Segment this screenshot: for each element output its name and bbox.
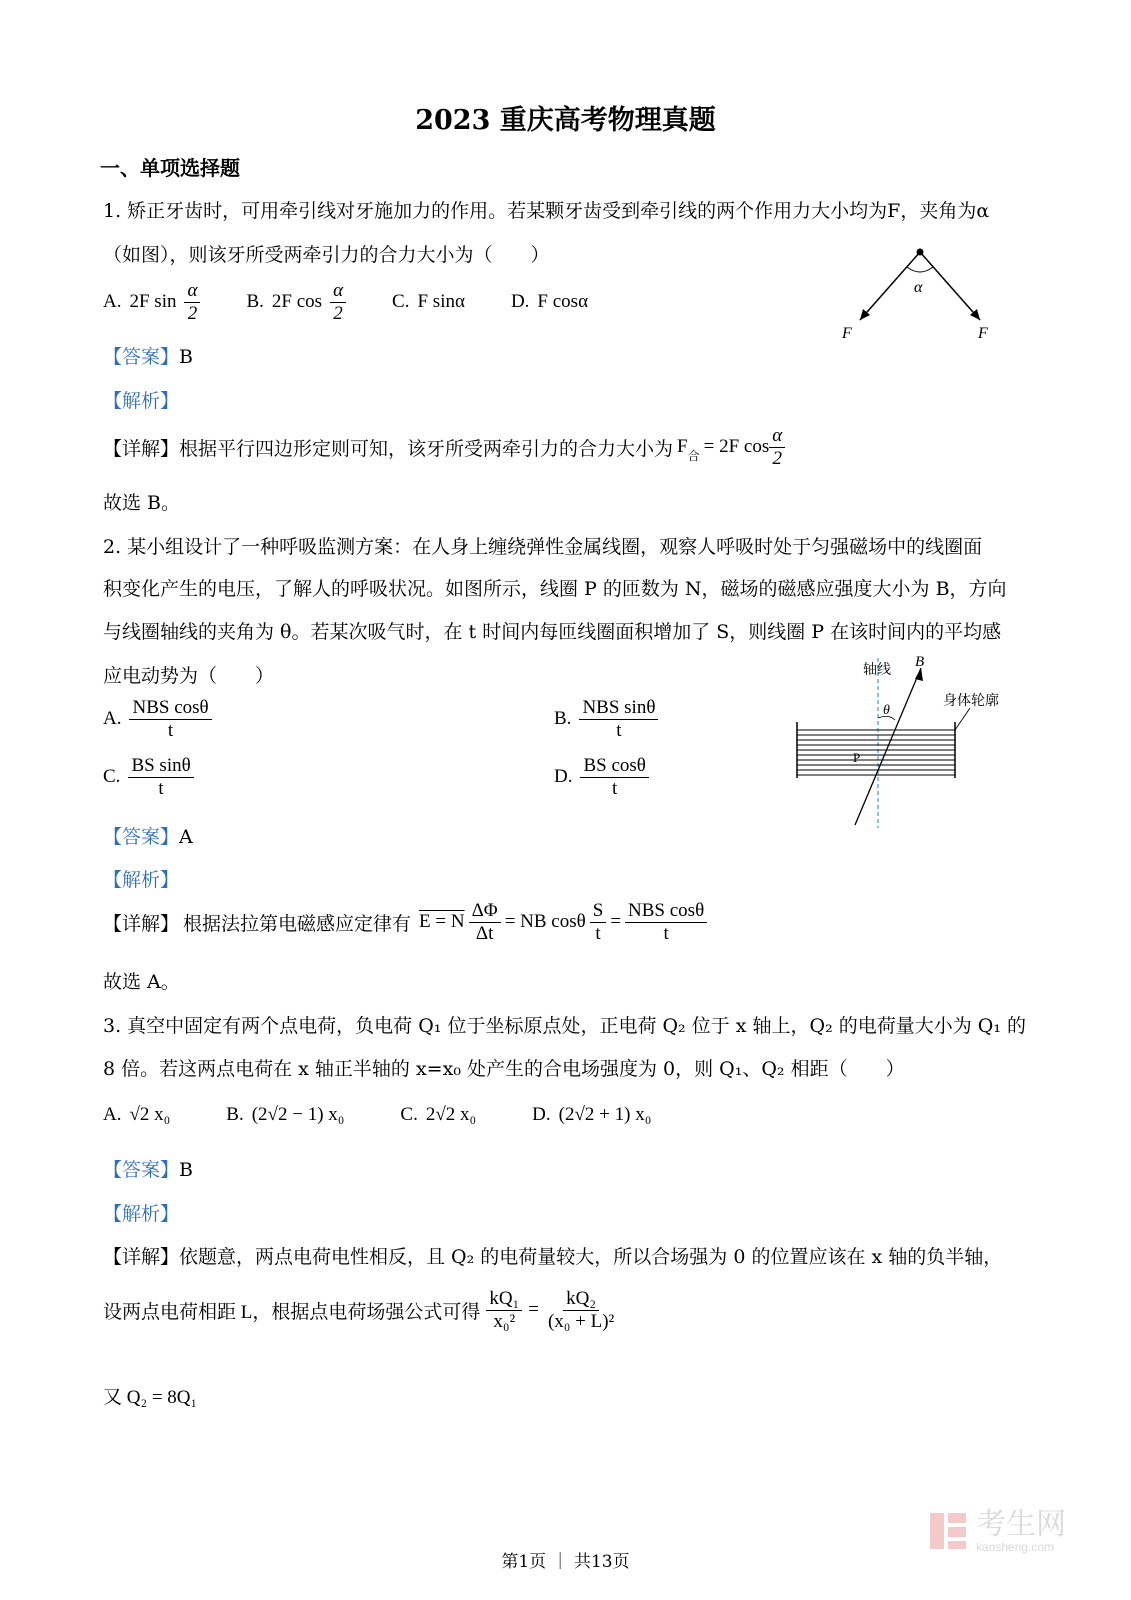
- q1-option-c: F sinα: [417, 291, 465, 313]
- q1-option-b-fraction: [330, 280, 346, 325]
- q3-equation-line: [103, 1288, 617, 1333]
- q3-option-c: 2√2 x₀: [425, 1104, 477, 1125]
- q3-stem-line2: 8 倍。若这两点电荷在 x 轴正半轴的 x=x₀ 处产生的合电场强度为 0，则 Q₁、Q₂ 相距（ ）: [103, 1058, 905, 1080]
- frac-num: α: [769, 425, 785, 448]
- emf-middle: = NB cosθ: [504, 911, 586, 933]
- frac-num: BS cosθ: [580, 755, 648, 778]
- frac-num: α: [184, 280, 200, 303]
- q1-option-b-label: B.: [246, 291, 264, 313]
- q1-force-diagram: [830, 240, 1010, 350]
- q2-stem-line3: 与线圈轴线的夹角为 θ。若某次吸气时，在 t 时间内每匝线圈面积增加了 S，则线圈 P 在该时间内的平均感: [103, 621, 1002, 643]
- q3-charge-relation: 又 Q₂ = 8Q₁: [103, 1387, 198, 1408]
- q1-detail: [103, 425, 785, 470]
- q3-option-d: (2√2 + 1) x₀: [558, 1104, 652, 1125]
- q3-stem-line1: 3. 真空中固定有两个点电荷，负电荷 Q₁ 位于坐标原点处，正电荷 Q₂ 位于 x 轴上，Q₂ 的电荷量大小为 Q₁ 的: [103, 1015, 1027, 1037]
- option-fraction: [580, 755, 648, 800]
- frac-num: NBS cosθ: [625, 900, 707, 923]
- coil-p-label: P: [853, 750, 861, 765]
- q1-option-a-label: A.: [103, 291, 122, 313]
- q3-option-a-label: A.: [103, 1104, 122, 1125]
- q3-option-b: (2√2 − 1) x₀: [251, 1104, 345, 1125]
- q3-option-c-label: C.: [400, 1104, 418, 1125]
- answer-tag: 【答案】: [103, 346, 180, 368]
- force-label-right: F: [978, 325, 988, 342]
- frac-num: NBS cosθ: [129, 697, 211, 720]
- detail-text: 根据法拉第电磁感应定律有: [183, 913, 412, 935]
- q3-option-d-label: D.: [532, 1104, 551, 1125]
- q1-option-d-label: D.: [510, 291, 530, 313]
- equation-intro: 设两点电荷相距 L，根据点电荷场强公式可得: [103, 1301, 481, 1323]
- q2-option-d: [554, 755, 649, 800]
- frac-den: Δt: [475, 922, 494, 944]
- frac-num: α: [330, 280, 346, 303]
- answer-tag: 【答案】: [103, 1159, 180, 1181]
- q2-coil-diagram: [785, 650, 1020, 835]
- frac-den: 2: [187, 302, 198, 324]
- q1-option-b: 2F cos: [271, 291, 323, 313]
- option-label: A.: [103, 708, 122, 730]
- flux-fraction: [469, 900, 501, 945]
- frac-num: kQ₁: [486, 1288, 522, 1311]
- equals-sign: =: [610, 911, 622, 933]
- q1-stem-line2: （如图），则该牙所受两牵引力的合力大小为（ ）: [103, 244, 550, 266]
- detail-tag: 【详解】: [103, 437, 180, 460]
- detail-fraction: [769, 425, 785, 470]
- emf-equation: E = N: [419, 911, 465, 933]
- watermark-url: kaosheng.com: [976, 1540, 1055, 1554]
- detail-text: 根据平行四边形定则可知，该牙所受两牵引力的合力大小为: [179, 437, 674, 460]
- frac-den: t: [612, 777, 618, 799]
- frac-den: t: [663, 922, 669, 944]
- q1-conclusion: 故选 B。: [103, 492, 181, 514]
- force-label-left: F: [842, 325, 852, 342]
- frac-den: (x₀ + L)²: [547, 1310, 615, 1332]
- q1-analysis-tag: 【解析】: [103, 390, 180, 412]
- body-outline-label: 身体轮廓: [943, 693, 999, 709]
- q1-answer: [103, 342, 193, 369]
- equals-sign: =: [528, 1299, 539, 1321]
- detail-equation: = 2F cos: [703, 436, 770, 458]
- frac-den: t: [158, 777, 164, 799]
- page-title: 2023 重庆高考物理真题: [415, 105, 716, 136]
- answer-tag: 【答案】: [103, 826, 180, 848]
- watermark-title: 考生网: [976, 1508, 1066, 1541]
- frac-num: BS sinθ: [128, 755, 193, 778]
- q3-analysis-tag: 【解析】: [103, 1203, 180, 1225]
- answer-value: B: [179, 1159, 193, 1181]
- q1-option-d: F cosα: [537, 291, 589, 313]
- q2-option-c: [103, 755, 194, 800]
- detail-subscript: 合: [687, 448, 700, 463]
- coil-windings: [797, 730, 955, 775]
- q3-answer: [103, 1155, 193, 1182]
- q3-option-b-label: B.: [226, 1104, 244, 1125]
- theta-label: θ: [883, 703, 890, 718]
- q3-option-a: √2 x₀: [129, 1104, 171, 1125]
- q1-stem-line1: 1. 矫正牙齿时，可用牵引线对牙施加力的作用。若某颗牙齿受到牵引线的两个作用力大小均为F，夹角为α: [103, 200, 990, 222]
- frac-den: x₀²: [493, 1310, 516, 1332]
- detail-text: 依题意，两点电荷电性相反，且 Q₂ 的电荷量较大，所以合场强为 0 的位置应该在 x 轴的负半轴，: [179, 1246, 1003, 1268]
- option-label: C.: [103, 766, 121, 788]
- q3-options: [103, 1104, 651, 1126]
- detail-formula: F: [677, 436, 688, 458]
- field-q1-fraction: [486, 1288, 522, 1333]
- field-b-label: B: [915, 654, 925, 670]
- q2-stem-line1: 2. 某小组设计了一种呼吸监测方案：在人身上缠绕弹性金属线圈，观察人呼吸时处于匀强磁场中的线圈面: [103, 536, 983, 558]
- q1-option-c-label: C.: [392, 291, 410, 313]
- detail-tag: 【详解】: [103, 1246, 180, 1268]
- q2-stem-line2: 积变化产生的电压，了解人的呼吸状况。如图所示，线圈 P 的匝数为 N，磁场的磁感应强度大小为 B，方向: [103, 578, 1007, 600]
- option-label: B.: [554, 708, 572, 730]
- body-outline-leader: [955, 708, 970, 730]
- angle-label: α: [914, 279, 923, 296]
- q2-option-a: [103, 697, 212, 742]
- q3-detail: [103, 1242, 1002, 1269]
- section-heading: 一、单项选择题: [100, 156, 240, 180]
- frac-num: NBS sinθ: [579, 697, 658, 720]
- detail-tag: 【详解】: [103, 913, 180, 935]
- page-footer: 第1页 ｜ 共13页: [501, 1552, 630, 1572]
- frac-num: S: [590, 900, 607, 923]
- right-force-line: [920, 252, 980, 320]
- frac-den: t: [167, 719, 174, 741]
- frac-num: ΔΦ: [469, 900, 501, 923]
- frac-num: kQ₂: [563, 1288, 599, 1311]
- angle-arc: [907, 267, 933, 272]
- field-q2-fraction: [545, 1288, 617, 1333]
- q1-option-a-fraction: [184, 280, 200, 325]
- frac-den: t: [616, 719, 622, 741]
- answer-value: B: [179, 346, 193, 368]
- area-fraction: [590, 900, 607, 945]
- frac-den: t: [595, 922, 601, 944]
- q1-options: [103, 280, 588, 325]
- option-fraction: [579, 697, 658, 742]
- axis-label: 轴线: [863, 662, 891, 678]
- option-fraction: [129, 697, 211, 742]
- answer-value: A: [179, 826, 193, 848]
- q2-stem-line4: 应电动势为（ ）: [103, 665, 275, 687]
- q2-detail: [103, 900, 707, 945]
- left-force-line: [860, 252, 920, 320]
- frac-den: 2: [333, 302, 343, 324]
- option-fraction: [128, 755, 193, 800]
- frac-den: 2: [772, 447, 782, 469]
- q2-conclusion: 故选 A。: [103, 971, 180, 993]
- result-fraction: [625, 900, 707, 945]
- q2-answer: [103, 822, 193, 849]
- q1-option-a: 2F sin: [129, 291, 177, 313]
- field-b-line: [855, 668, 921, 825]
- option-label: D.: [554, 766, 573, 788]
- q2-analysis-tag: 【解析】: [103, 869, 180, 891]
- q2-option-b: [554, 697, 658, 742]
